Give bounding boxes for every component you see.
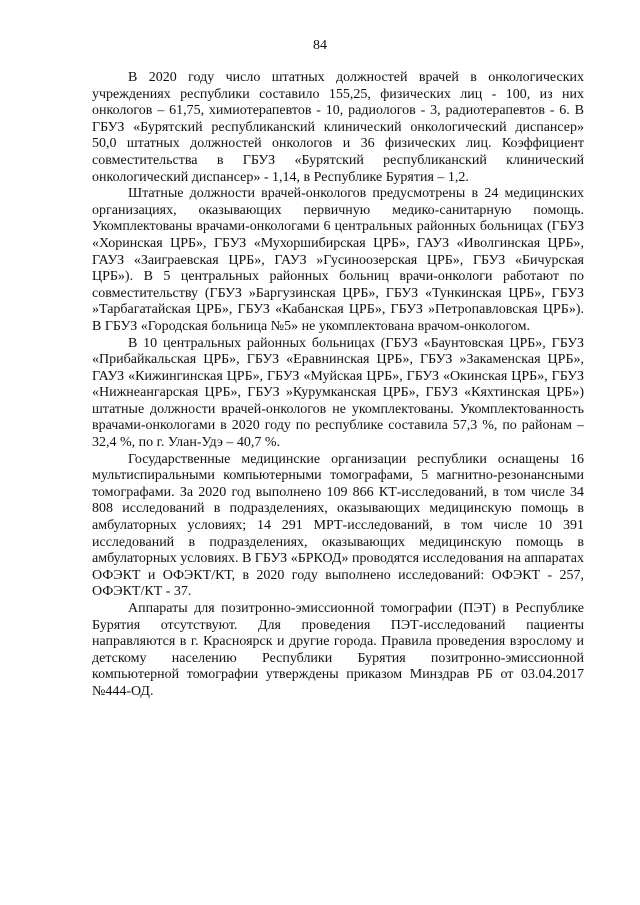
paragraph-oncologist-staffing: В 2020 году число штатных должностей врачей в онкологических учреждениях республики составило 155,25, физических лиц - 100, из них онкологов – 61,75, химиотерапевтов - 10, радиологов - 3, радиотерапевтов - 6. В ГБУЗ «Бурятский республиканский клинический онкологический диспансер» 50,0 штатных должностей онкологов и 36 физических лиц. Коэффициент совместительства в ГБУЗ «Бурятский республиканский клинический онкологический диспансер» - 1,14, в Республике Бурятия – 1,2. <box>92 70 584 185</box>
paragraph-district-hospitals-unstaffed: В 10 центральных районных больницах (ГБУЗ «Баунтовская ЦРБ», ГБУЗ «Прибайкальская ЦРБ», ГБУЗ «Еравнинская ЦРБ», ГБУЗ »Закаменская ЦРБ», ГАУЗ «Кижингинская ЦРБ», ГБУЗ «Муйская ЦРБ», ГБУЗ «Окинская ЦРБ», ГБУЗ «Нижнеангарская ЦРБ», ГБУЗ »Курумканская ЦРБ», ГБУЗ «Кяхтинская ЦРБ») штатные должности врачей-онкологов не укомплектованы. Укомплектованность врачами-онкологами в 2020 году по республике составила 57,3 %, по районам – 32,4 %, по г. Улан-Удэ – 40,7 %. <box>92 335 584 451</box>
paragraph-tomography-equipment: Государственные медицинские организации республики оснащены 16 мультиспиральными компьютерными томографами, 5 магнитно-резонансными томографами. За 2020 год выполнено 109 866 КТ-исследований, в том числе 34 808 исследований в подразделениях, оказывающих медицинскую помощь в амбулаторных условиях; 14 291 МРТ-исследований, в том числе 10 391 исследований в подразделениях, оказывающих медицинскую помощь в амбулаторных условиях. В ГБУЗ «БРКОД» проводятся исследования на аппаратах ОФЭКТ и ОФЭКТ/КТ, в 2020 году выполнено исследований: ОФЭКТ - 257, ОФЭКТ/КТ - 37. <box>92 451 584 600</box>
document-body <box>92 70 584 701</box>
paragraph-district-hospitals-staffed: Штатные должности врачей-онкологов предусмотрены в 24 медицинских организациях, оказывающих первичную медико-санитарную помощь. Укомплектованы врачами-онкологами 6 центральных районных больницах (ГБУЗ «Хоринская ЦРБ», ГБУЗ «Мухоршибирская ЦРБ», ГАУЗ «Иволгинская ЦРБ», ГАУЗ «Заиграевская ЦРБ», ГАУЗ »Гусиноозерская ЦРБ», ГБУЗ «Бичурская ЦРБ»). В 5 центральных районных больниц врачи-онкологи работают по совместительству (ГБУЗ »Баргузинская ЦРБ», ГБУЗ «Тункинская ЦРБ», ГБУЗ »Тарбагатайская ЦРБ», ГБУЗ «Кабанская ЦРБ», ГБУЗ »Петропавловская ЦРБ»). В ГБУЗ «Городская больница №5» не укомплектована врачом-онкологом. <box>92 186 584 334</box>
page-number: 84 <box>313 38 327 53</box>
paragraph-pet-tomography: Аппараты для позитронно-эмиссионной томографии (ПЭТ) в Республике Бурятия отсутствуют. Для проведения ПЭТ-исследований пациенты направляются в г. Красноярск и другие города. Правила проведения взрослому и детскому населению Республики Бурятия позитронно-эмиссионной компьютерной томографии утверждены приказом Минздрав РБ от 03.04.2017 №444-ОД. <box>92 601 584 699</box>
